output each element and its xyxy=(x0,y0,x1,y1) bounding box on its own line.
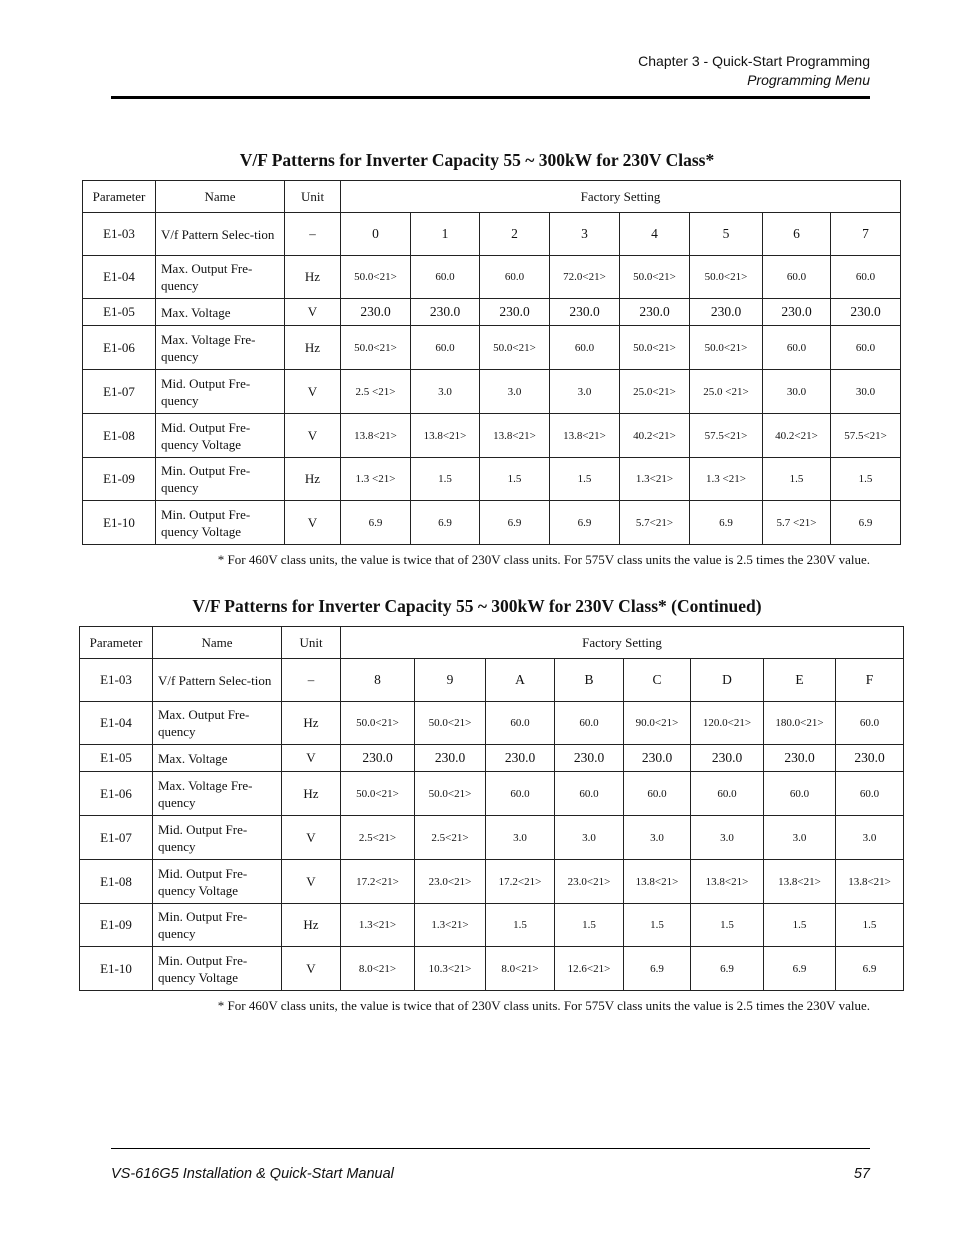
unit-cell: Hz xyxy=(285,458,341,501)
parameter-cell: E1-05 xyxy=(83,299,156,326)
unit-cell: V xyxy=(282,860,341,904)
parameter-cell: E1-10 xyxy=(80,947,153,991)
setting-cell: 1 xyxy=(411,213,480,256)
column-header: Unit xyxy=(285,181,341,213)
table-row xyxy=(80,745,904,772)
name-cell: Mid. Output Fre-quency xyxy=(156,370,285,414)
setting-cell: 230.0 xyxy=(486,745,555,772)
setting-cell: 1.5 xyxy=(763,458,831,501)
setting-cell: 60.0 xyxy=(624,772,691,816)
setting-cell: 6.9 xyxy=(764,947,836,991)
unit-cell: Hz xyxy=(282,772,341,816)
setting-cell: 3.0 xyxy=(555,816,624,860)
setting-cell: 13.8<21> xyxy=(550,414,620,458)
table-row xyxy=(83,501,901,545)
setting-cell: 13.8<21> xyxy=(624,860,691,904)
setting-cell: 60.0 xyxy=(763,256,831,299)
setting-cell: 1.5 xyxy=(764,904,836,947)
manual-title: VS-616G5 Installation & Quick-Start Manual xyxy=(111,1166,394,1182)
unit-cell: V xyxy=(282,947,341,991)
setting-cell: 6.9 xyxy=(690,501,763,545)
setting-cell: 6.9 xyxy=(550,501,620,545)
setting-cell: 9 xyxy=(415,659,486,702)
name-cell: Min. Output Fre-quency Voltage xyxy=(156,501,285,545)
setting-cell: 180.0<21> xyxy=(764,702,836,745)
setting-cell: 230.0 xyxy=(341,745,415,772)
table-row xyxy=(80,772,904,816)
setting-cell: 1.5 xyxy=(555,904,624,947)
table-header-row xyxy=(80,627,904,659)
setting-cell: 60.0 xyxy=(555,772,624,816)
setting-cell: 230.0 xyxy=(690,299,763,326)
setting-cell: 230.0 xyxy=(831,299,901,326)
setting-cell: 60.0 xyxy=(411,256,480,299)
setting-cell: 7 xyxy=(831,213,901,256)
setting-cell: C xyxy=(624,659,691,702)
parameter-cell: E1-07 xyxy=(83,370,156,414)
page-number: 57 xyxy=(853,1166,870,1182)
setting-cell: 60.0 xyxy=(480,256,550,299)
setting-cell: 6 xyxy=(763,213,831,256)
table1-title: V/F Patterns for Inverter Capacity 55 ~ 300kW for 230V Class* xyxy=(239,150,715,170)
setting-cell: 60.0 xyxy=(764,772,836,816)
parameter-cell: E1-03 xyxy=(83,213,156,256)
setting-cell: 13.8<21> xyxy=(341,414,411,458)
unit-cell: V xyxy=(285,299,341,326)
setting-cell: 57.5<21> xyxy=(831,414,901,458)
setting-cell: 2.5<21> xyxy=(341,816,415,860)
setting-cell: 50.0<21> xyxy=(480,326,550,370)
setting-cell: 230.0 xyxy=(620,299,690,326)
setting-cell: 5 xyxy=(690,213,763,256)
setting-cell: 4 xyxy=(620,213,690,256)
table2-footnote: * For 460V class units, the value is twice that of 230V class units. For 575V class units the value is 2.5 times the 230V value. xyxy=(217,998,870,1013)
name-cell: Max. Output Fre-quency xyxy=(156,256,285,299)
setting-cell: 13.8<21> xyxy=(836,860,904,904)
name-cell: Max. Voltage Fre-quency xyxy=(156,326,285,370)
parameter-cell: E1-06 xyxy=(80,772,153,816)
setting-cell: 1.5 xyxy=(550,458,620,501)
setting-cell: 57.5<21> xyxy=(690,414,763,458)
setting-cell: 230.0 xyxy=(415,745,486,772)
vf-pattern-table-continued xyxy=(79,626,904,991)
setting-cell: 50.0<21> xyxy=(620,256,690,299)
setting-cell: 3.0 xyxy=(480,370,550,414)
name-cell: Min. Output Fre-quency xyxy=(156,458,285,501)
chapter-title: Chapter 3 - Quick-Start Programming xyxy=(638,53,870,69)
setting-cell: 6.9 xyxy=(411,501,480,545)
table-header-row xyxy=(83,181,901,213)
table-row xyxy=(80,860,904,904)
setting-cell: 0 xyxy=(341,213,411,256)
table-row xyxy=(80,947,904,991)
setting-cell: 230.0 xyxy=(763,299,831,326)
name-cell: Mid. Output Fre-quency Voltage xyxy=(153,860,282,904)
unit-cell: V xyxy=(285,501,341,545)
parameter-cell: E1-08 xyxy=(80,860,153,904)
setting-cell: 3.0 xyxy=(764,816,836,860)
setting-cell: 17.2<21> xyxy=(486,860,555,904)
unit-cell: V xyxy=(282,816,341,860)
setting-cell: 50.0<21> xyxy=(690,256,763,299)
setting-cell: 1.3<21> xyxy=(620,458,690,501)
setting-cell: 1.5 xyxy=(624,904,691,947)
setting-cell: 6.9 xyxy=(836,947,904,991)
unit-cell: V xyxy=(285,370,341,414)
setting-cell: 1.3<21> xyxy=(415,904,486,947)
setting-cell: 50.0<21> xyxy=(415,702,486,745)
setting-cell: 60.0 xyxy=(550,326,620,370)
setting-cell: 3.0 xyxy=(411,370,480,414)
setting-cell: 230.0 xyxy=(555,745,624,772)
setting-cell: 230.0 xyxy=(341,299,411,326)
setting-cell: 3 xyxy=(550,213,620,256)
column-header: Unit xyxy=(282,627,341,659)
setting-cell: 230.0 xyxy=(550,299,620,326)
setting-cell: 50.0<21> xyxy=(620,326,690,370)
setting-cell: 40.2<21> xyxy=(763,414,831,458)
setting-cell: 6.9 xyxy=(341,501,411,545)
setting-cell: 25.0 <21> xyxy=(690,370,763,414)
name-cell: Mid. Output Fre-quency Voltage xyxy=(156,414,285,458)
column-header: Factory Setting xyxy=(341,627,904,659)
setting-cell: 1.5 xyxy=(480,458,550,501)
name-cell: V/f Pattern Selec-tion xyxy=(156,213,285,256)
parameter-cell: E1-09 xyxy=(83,458,156,501)
parameter-cell: E1-03 xyxy=(80,659,153,702)
parameter-cell: E1-05 xyxy=(80,745,153,772)
page-header xyxy=(638,52,870,90)
setting-cell: 3.0 xyxy=(624,816,691,860)
setting-cell: 17.2<21> xyxy=(341,860,415,904)
column-header: Parameter xyxy=(80,627,153,659)
table-row xyxy=(80,702,904,745)
section-title: Programming Menu xyxy=(747,72,870,88)
table-row xyxy=(83,299,901,326)
setting-cell: 50.0<21> xyxy=(341,702,415,745)
setting-cell: 25.0<21> xyxy=(620,370,690,414)
table-row xyxy=(83,370,901,414)
setting-cell: 1.5 xyxy=(691,904,764,947)
setting-cell: 8.0<21> xyxy=(341,947,415,991)
setting-cell: 23.0<21> xyxy=(555,860,624,904)
setting-cell: 230.0 xyxy=(836,745,904,772)
parameter-cell: E1-06 xyxy=(83,326,156,370)
name-cell: Max. Voltage xyxy=(153,745,282,772)
setting-cell: 6.9 xyxy=(691,947,764,991)
setting-cell: 1.3 <21> xyxy=(341,458,411,501)
setting-cell: 8.0<21> xyxy=(486,947,555,991)
parameter-cell: E1-04 xyxy=(83,256,156,299)
setting-cell: 60.0 xyxy=(831,256,901,299)
setting-cell: 13.8<21> xyxy=(411,414,480,458)
parameter-cell: E1-07 xyxy=(80,816,153,860)
setting-cell: 60.0 xyxy=(836,772,904,816)
setting-cell: 50.0<21> xyxy=(341,772,415,816)
unit-cell: V xyxy=(282,745,341,772)
setting-cell: 230.0 xyxy=(411,299,480,326)
parameter-cell: E1-09 xyxy=(80,904,153,947)
setting-cell: 12.6<21> xyxy=(555,947,624,991)
column-header: Name xyxy=(153,627,282,659)
table-row xyxy=(80,904,904,947)
setting-cell: 13.8<21> xyxy=(480,414,550,458)
table-row xyxy=(83,414,901,458)
unit-cell: – xyxy=(285,213,341,256)
table-row xyxy=(83,256,901,299)
parameter-cell: E1-08 xyxy=(83,414,156,458)
setting-cell: 40.2<21> xyxy=(620,414,690,458)
setting-cell: 6.9 xyxy=(831,501,901,545)
setting-cell: 1.3<21> xyxy=(341,904,415,947)
setting-cell: B xyxy=(555,659,624,702)
setting-cell: 6.9 xyxy=(624,947,691,991)
name-cell: Min. Output Fre-quency xyxy=(153,904,282,947)
table2-title: V/F Patterns for Inverter Capacity 55 ~ 300kW for 230V Class* (Continued) xyxy=(192,596,762,616)
setting-cell: A xyxy=(486,659,555,702)
name-cell: Mid. Output Fre-quency xyxy=(153,816,282,860)
setting-cell: 1.3 <21> xyxy=(690,458,763,501)
setting-cell: 2.5 <21> xyxy=(341,370,411,414)
setting-cell: D xyxy=(691,659,764,702)
setting-cell: 50.0<21> xyxy=(415,772,486,816)
setting-cell: 5.7 <21> xyxy=(763,501,831,545)
setting-cell: 3.0 xyxy=(550,370,620,414)
column-header: Factory Setting xyxy=(341,181,901,213)
setting-cell: 230.0 xyxy=(624,745,691,772)
setting-cell: 3.0 xyxy=(836,816,904,860)
unit-cell: – xyxy=(282,659,341,702)
table-row xyxy=(80,659,904,702)
setting-cell: 30.0 xyxy=(763,370,831,414)
setting-cell: 1.5 xyxy=(836,904,904,947)
setting-cell: 8 xyxy=(341,659,415,702)
name-cell: Min. Output Fre-quency Voltage xyxy=(153,947,282,991)
setting-cell: F xyxy=(836,659,904,702)
parameter-cell: E1-10 xyxy=(83,501,156,545)
setting-cell: 13.8<21> xyxy=(691,860,764,904)
setting-cell: 23.0<21> xyxy=(415,860,486,904)
setting-cell: 60.0 xyxy=(486,702,555,745)
table-row xyxy=(83,458,901,501)
name-cell: Max. Voltage Fre-quency xyxy=(153,772,282,816)
setting-cell: 1.5 xyxy=(831,458,901,501)
name-cell: Max. Output Fre-quency xyxy=(153,702,282,745)
setting-cell: 230.0 xyxy=(480,299,550,326)
setting-cell: 5.7<21> xyxy=(620,501,690,545)
setting-cell: 2.5<21> xyxy=(415,816,486,860)
setting-cell: 50.0<21> xyxy=(341,326,411,370)
setting-cell: 60.0 xyxy=(411,326,480,370)
setting-cell: 60.0 xyxy=(486,772,555,816)
setting-cell: 60.0 xyxy=(831,326,901,370)
column-header: Name xyxy=(156,181,285,213)
parameter-cell: E1-04 xyxy=(80,702,153,745)
setting-cell: 230.0 xyxy=(764,745,836,772)
setting-cell: 1.5 xyxy=(486,904,555,947)
setting-cell: 72.0<21> xyxy=(550,256,620,299)
setting-cell: 60.0 xyxy=(555,702,624,745)
setting-cell: 60.0 xyxy=(763,326,831,370)
table-row xyxy=(80,816,904,860)
column-header: Parameter xyxy=(83,181,156,213)
setting-cell: 60.0 xyxy=(691,772,764,816)
setting-cell: 90.0<21> xyxy=(624,702,691,745)
unit-cell: V xyxy=(285,414,341,458)
setting-cell: 3.0 xyxy=(486,816,555,860)
footer-rule xyxy=(111,1148,870,1149)
vf-pattern-table xyxy=(82,180,901,545)
setting-cell: 6.9 xyxy=(480,501,550,545)
unit-cell: Hz xyxy=(285,256,341,299)
setting-cell: 1.5 xyxy=(411,458,480,501)
setting-cell: 30.0 xyxy=(831,370,901,414)
setting-cell: 120.0<21> xyxy=(691,702,764,745)
unit-cell: Hz xyxy=(285,326,341,370)
table-row xyxy=(83,213,901,256)
setting-cell: 3.0 xyxy=(691,816,764,860)
setting-cell: 10.3<21> xyxy=(415,947,486,991)
unit-cell: Hz xyxy=(282,702,341,745)
setting-cell: 13.8<21> xyxy=(764,860,836,904)
table-row xyxy=(83,326,901,370)
setting-cell: 50.0<21> xyxy=(341,256,411,299)
header-rule xyxy=(111,96,870,99)
unit-cell: Hz xyxy=(282,904,341,947)
setting-cell: 50.0<21> xyxy=(690,326,763,370)
setting-cell: 230.0 xyxy=(691,745,764,772)
setting-cell: 2 xyxy=(480,213,550,256)
setting-cell: E xyxy=(764,659,836,702)
table1-footnote: * For 460V class units, the value is twice that of 230V class units. For 575V class units the value is 2.5 times the 230V value. xyxy=(217,552,870,567)
name-cell: V/f Pattern Selec-tion xyxy=(153,659,282,702)
setting-cell: 60.0 xyxy=(836,702,904,745)
name-cell: Max. Voltage xyxy=(156,299,285,326)
